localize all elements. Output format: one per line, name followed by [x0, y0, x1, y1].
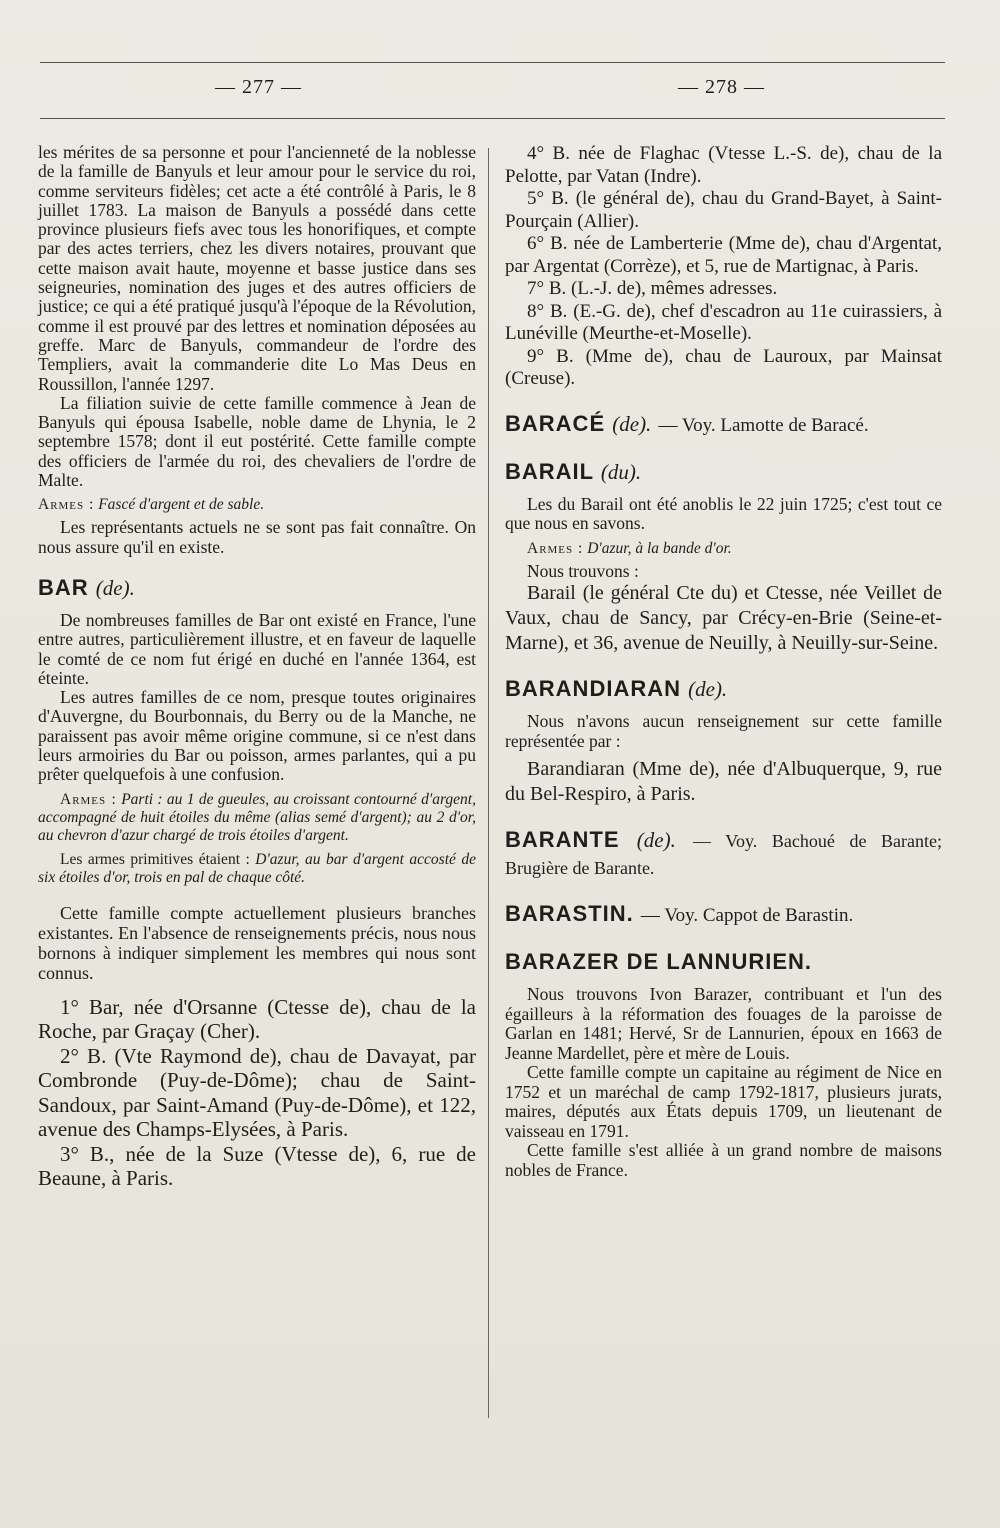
barazer-title: BARAZER DE LANNURIEN. — [505, 949, 812, 974]
barazer-paragraph-2: Cette famille compte un capitaine au régiment de Nice en 1752 et un maréchal de camp 1792-1817, plusieurs jurats, maires, députés aux États depuis 1709, un lieutenant de vaisseau en 1791. — [505, 1062, 942, 1141]
barandiaran-entry: Barandiaran (Mme de), née d'Albuquerque, 9, rue du Bel-Respiro, à Paris. — [505, 758, 942, 805]
bar-entry-4: 4° B. née de Flaghac (Vtesse L.-S. de), chau de la Pelotte, par Vatan (Indre). — [505, 143, 942, 187]
arms-label: Armes : — [38, 496, 95, 514]
bar-entry-1: 1° Bar, née d'Orsanne (Ctesse de), chau de la Roche, par Graçay (Cher). — [38, 994, 476, 1044]
primitive-arms-label: Les armes primitives étaient : — [60, 850, 250, 868]
barail-paragraph: Les du Barail ont été anoblis le 22 juin 1725; c'est tout ce que nous en savons. — [505, 493, 942, 533]
barail-heading — [505, 459, 942, 485]
barante-suffix: (de). — [636, 828, 676, 852]
bar-suffix: (de). — [95, 575, 135, 600]
arms-label: Armes : — [527, 539, 584, 557]
page-number-left: — 277 — — [215, 76, 302, 98]
barante-title: BARANTE — [505, 827, 620, 852]
banyuls-paragraph-3: Les représentants actuels ne se sont pas fait connaître. On nous assure qu'il en existe. — [38, 517, 476, 557]
bar-paragraph-3: Cette famille compte actuellement plusieurs branches existantes. En l'absence de renseignements précis, nous nous bornons à indiquer simplement les membres qui nous sont connus. — [38, 902, 476, 983]
barastin-title: BARASTIN. — [505, 901, 634, 926]
arms-text: Parti : au 1 de gueules, au croissant contourné d'argent, accompagné de huit étoiles du même (alias semé d'argent); au 2 d'or, au chevron d'azur chargé de trois étoiles d'argent. — [38, 790, 476, 844]
barace-reference: — Voy. Lamotte de Baracé. — [658, 414, 869, 436]
barandiaran-suffix: (de). — [688, 677, 728, 701]
banyuls-paragraph-1: les mérites de sa personne et pour l'ancienneté de la noblesse de la famille de Banyuls et leur amour pour le service du roi, comme serviteurs fidèles; cet acte a été contrôlé à Paris, le 8 juillet 1783. La maison de Banyuls a possédé dans cette province plusieurs fiefs avec tous les honorifiques, et compte par des actes terriers, chez les divers notaires, prouvant que cette maison avait haute, moyenne et basse justice dans ses seigneuries, nomination des juges et des autres officiers de justice; ce qui a été pratiqué jusqu'à l'époque de la Révolution, comme il est prouvé par des lettres et nomination déposées au greffe. Marc de Banyuls, commandeur de l'ordre des Templiers, avait la commanderie dite Lo Mas Deus en Roussillon, l'année 1297. — [38, 142, 476, 394]
banyuls-paragraph-2: La filiation suivie de cette famille commence à Jean de Banyuls qui épousa Isabelle, noble dame de Lhynia, le 2 septembre 1578; dont il eut postérité. Cette famille compte des officiers de l'armée du roi, des chevaliers de l'ordre de Malte. — [38, 392, 476, 491]
header-rule — [40, 118, 945, 119]
barastin-reference: — Voy. Cappot de Barastin. — [640, 905, 854, 926]
bar-title: BAR — [38, 574, 89, 600]
page-number-right: — 278 — — [678, 76, 765, 98]
arms-label: Armes : — [60, 790, 117, 808]
bar-entry-3: 3° B., née de la Suze (Vtesse de), 6, rue de Beaune, à Paris. — [38, 1141, 476, 1191]
primitive-arms-text: D'azur, au bar d'argent accosté de six étoiles d'or, trois en pal de chaque côté. — [38, 850, 477, 886]
top-rule — [40, 62, 945, 63]
barante-reference: — Voy. Bachoué de Barante; Brugière de Barante. — [505, 831, 942, 878]
barandiaran-paragraph: Nous n'avons aucun renseignement sur cette famille représentée par : — [505, 711, 942, 751]
bar-arms — [38, 791, 476, 845]
barail-title: BARAIL — [505, 458, 594, 484]
left-column — [38, 143, 476, 1191]
bar-paragraph-2: Les autres familles de ce nom, presque toutes originaires d'Auvergne, du Bourbonnais, du Berry ou de la Manche, ne paraissent pas avoir même origine commune, si ce n'est dans leurs armoiries du Bar ou poisson, armes parlantes, qui a pu prêter quelquefois à une confusion. — [38, 687, 476, 785]
arms-text: D'azur, à la bande d'or. — [587, 539, 732, 557]
bar-entry-6: 6° B. née de Lamberterie (Mme de), chau d'Argentat, par Argentat (Corrèze), et 5, rue de Martignac, à Paris. — [505, 233, 942, 277]
bar-paragraph-1: De nombreuses familles de Bar ont existé en France, l'une entre autres, particulièrement illustre, et en faveur de laquelle le comté de ce nom fut érigé en duché en l'année 1364, est éteinte. — [38, 609, 476, 688]
barail-intro: Nous trouvons : — [527, 560, 639, 581]
bar-primitive-arms — [38, 851, 476, 887]
banyuls-arms — [38, 496, 476, 514]
barace-suffix: (de). — [612, 411, 652, 436]
bar-entry-7: 7° B. (L.-J. de), mêmes adresses. — [527, 278, 778, 299]
barandiaran-title: BARANDIARAN — [505, 676, 681, 701]
bar-entry-2: 2° B. (Vte Raymond de), chau de Davayat, par Combronde (Puy-de-Dôme); chau de Saint-Sandoux, par Saint-Amand (Puy-de-Dôme), et 122, avenue des Champs-Elysées, à Paris. — [38, 1043, 476, 1142]
barazer-heading — [505, 949, 942, 975]
right-column — [505, 143, 942, 1180]
bar-entry-9: 9° B. (Mme de), chau de Lauroux, par Mainsat (Creuse). — [505, 345, 942, 389]
barace-heading — [505, 411, 942, 439]
barazer-paragraph-1: Nous trouvons Ivon Barazer, contribuant et l'un des égailleurs à la réformation des fouages de la paroisse de Garlan en 1481; Hervé, Sr de Lannurien, époux en 1663 de Jeanne Mardellet, père et mère de Louis. — [505, 984, 942, 1063]
barandiaran-heading — [505, 676, 942, 702]
bar-heading — [38, 575, 476, 601]
barail-suffix: (du). — [600, 459, 642, 484]
barail-arms — [505, 540, 942, 558]
barail-entry: Barail (le général Cte du) et Ctesse, née Veillet de Vaux, chau de Sancy, par Crécy-en-Brie (Seine-et-Marne), et 36, avenue de Neuilly, à Neuilly-sur-Seine. — [505, 582, 942, 654]
barante-heading — [505, 827, 942, 881]
barastin-heading — [505, 901, 942, 929]
bar-entry-5: 5° B. (le général de), chau du Grand-Bayet, à Saint-Pourçain (Allier). — [505, 188, 942, 232]
arms-text: Fascé d'argent et de sable. — [98, 496, 265, 514]
bar-entry-8: 8° B. (E.-G. de), chef d'escadron au 11e cuirassiers, à Lunéville (Meurthe-et-Moselle). — [505, 300, 942, 344]
column-divider — [488, 148, 489, 1418]
barace-title: BARACÉ — [505, 410, 606, 436]
barazer-paragraph-3: Cette famille s'est alliée à un grand nombre de maisons nobles de France. — [505, 1140, 942, 1180]
